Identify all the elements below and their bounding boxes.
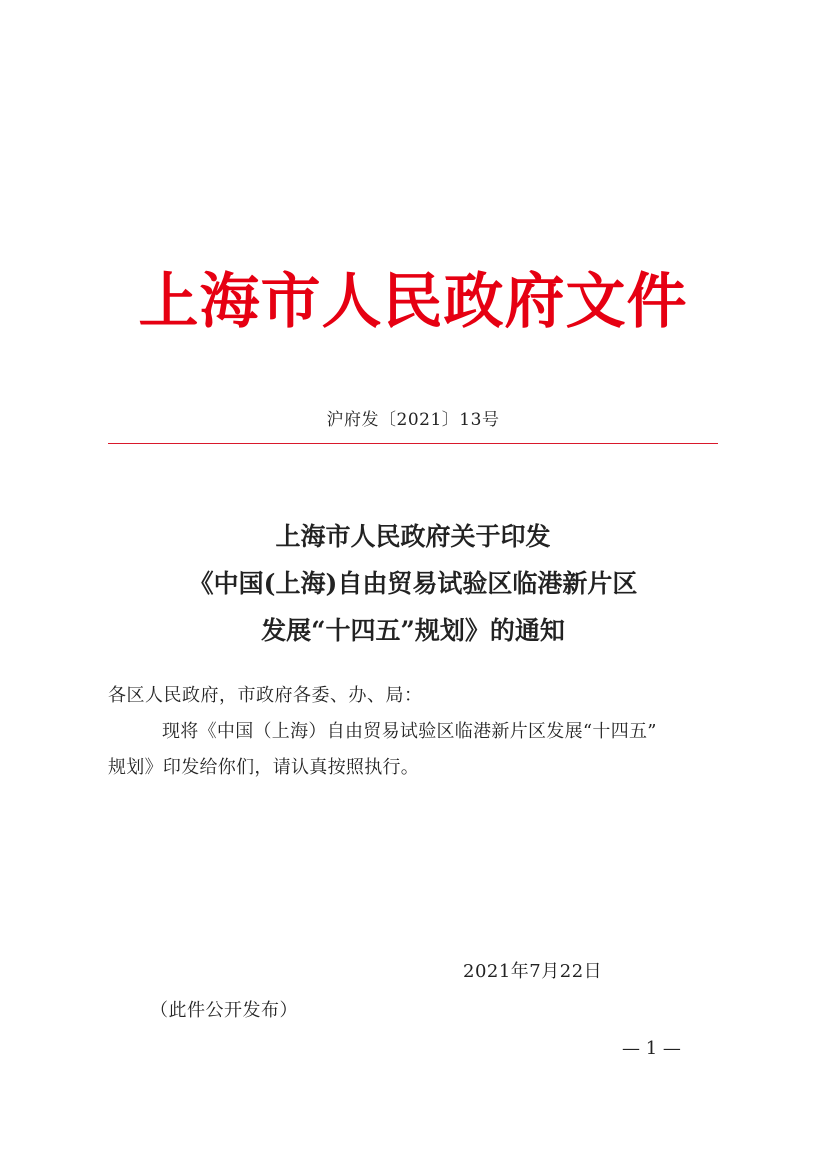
red-separator-line — [108, 443, 718, 444]
public-release-note: （此件公开发布） — [150, 1000, 298, 1021]
salutation: 各区人民政府，市政府各委、办、局： — [108, 685, 423, 706]
notice-title — [108, 513, 718, 654]
notice-title-line-2: 《中国(上海)自由贸易试验区临港新片区 — [188, 569, 638, 598]
document-number: 沪府发〔2021〕13号 — [326, 410, 500, 430]
page-number: — 1 — — [622, 1038, 681, 1059]
body-line-2: 规划》印发给你们，请认真按照执行。 — [108, 757, 420, 778]
body-paragraph — [108, 714, 722, 786]
body-line-1: 现将《中国（上海）自由贸易试验区临港新片区发展“十四五” — [162, 721, 657, 742]
notice-title-line-1: 上海市人民政府关于印发 — [275, 522, 551, 551]
notice-title-line-3: 发展“十四五”规划》的通知 — [261, 616, 565, 645]
issue-date: 2021年7月22日 — [463, 961, 603, 982]
document-masthead: 上海市人民政府文件 — [138, 267, 688, 337]
